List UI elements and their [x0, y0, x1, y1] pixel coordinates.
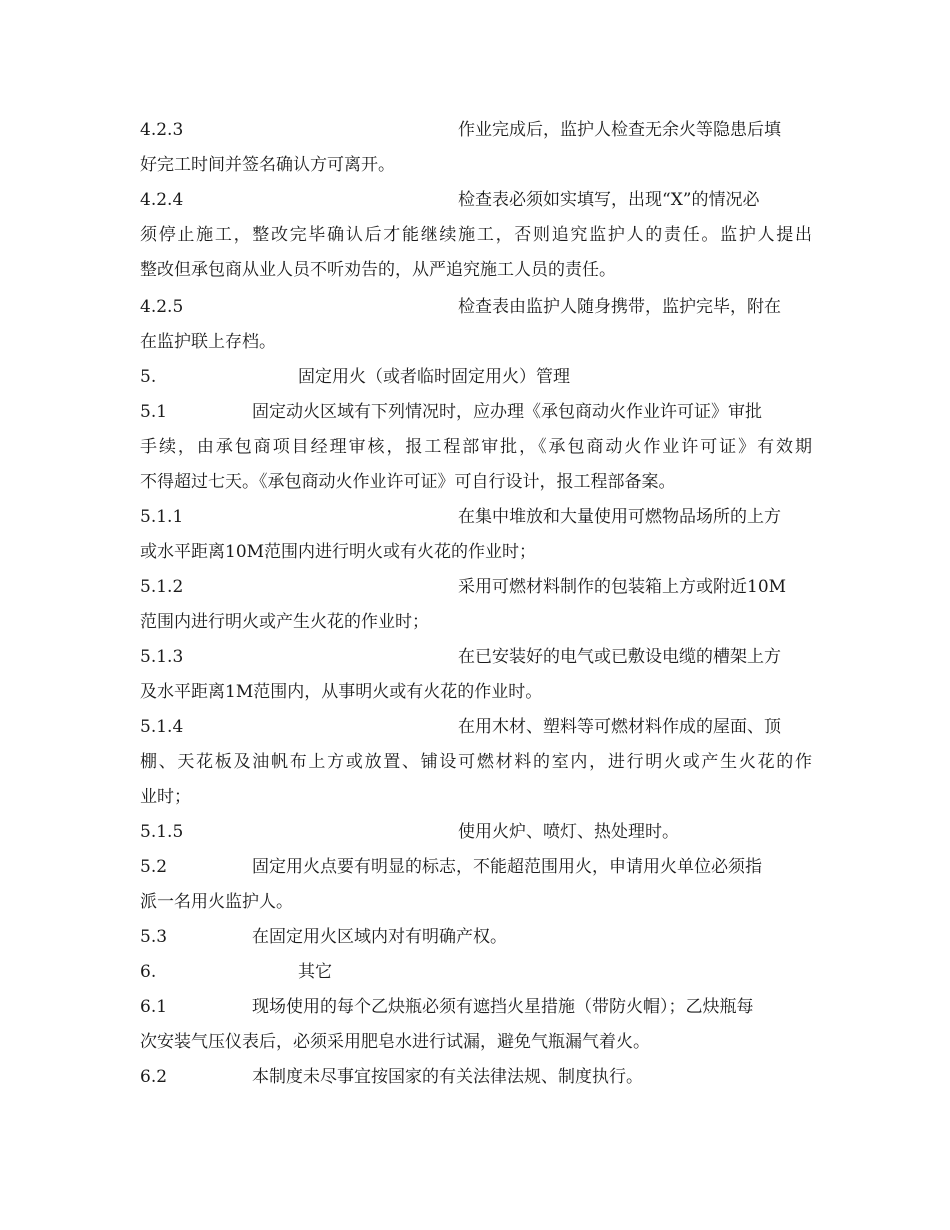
- paragraph-line: 范围内进行明火或产生火花的作业时；: [140, 612, 429, 632]
- clause-4-2-4-line: [140, 183, 812, 217]
- paragraph-line: 在监护联上存档。: [140, 332, 276, 352]
- clause-number: 5.1: [140, 402, 168, 422]
- clause-text: 固定动火区域有下列情况时，应办理《承包商动火作业许可证》审批: [252, 402, 762, 422]
- clause-4-2-3-line: [140, 113, 812, 147]
- clause-number: 5.1.2: [140, 577, 184, 597]
- paragraph-line: 整改但承包商从业人员不听劝告的，从严追究施工人员的责任。: [140, 260, 616, 280]
- clause-number: 5.1.1: [140, 507, 184, 527]
- clause-5-3-line: [140, 920, 812, 954]
- paragraph-line: 棚、天花板及油帆布上方或放置、铺设可燃材料的室内，进行明火或产生火花的作: [140, 752, 812, 772]
- clause-number: 5.3: [140, 927, 168, 947]
- clause-text: 检查表必须如实填写，出现“X”的情况必: [458, 190, 760, 210]
- clause-number: 5.2: [140, 857, 168, 877]
- clause-6-2-line: [140, 1060, 812, 1094]
- clause-5-1-1-line: [140, 500, 812, 534]
- clause-number: 6.1: [140, 997, 168, 1017]
- section-5-heading: [140, 360, 812, 394]
- clause-number: 5.1.3: [140, 647, 184, 667]
- clause-text: 本制度未尽事宜按国家的有关法律法规、制度执行。: [252, 1067, 643, 1087]
- clause-text: 固定用火点要有明显的标志，不能超范围用火，申请用火单位必须指: [252, 857, 762, 877]
- clause-5-1-3-line: [140, 640, 812, 674]
- clause-text: 在集中堆放和大量使用可燃物品场所的上方: [458, 507, 781, 527]
- section-6-heading: [140, 955, 812, 989]
- section-title: 其它: [298, 962, 332, 982]
- clause-5-1-5-line: [140, 815, 812, 849]
- clause-text: 检查表由监护人随身携带，监护完毕，附在: [458, 297, 781, 317]
- clause-number: 6.2: [140, 1067, 168, 1087]
- clause-6-1-line: [140, 990, 812, 1024]
- section-title: 固定用火（或者临时固定用火）管理: [298, 367, 570, 387]
- paragraph-line: 手续，由承包商项目经理审核，报工程部审批，《承包商动火作业许可证》有效期: [140, 437, 812, 457]
- section-number: 5.: [140, 367, 157, 387]
- paragraph-line: 业时；: [140, 787, 191, 807]
- clause-text: 在用木材、塑料等可燃材料作成的屋面、顶: [458, 717, 781, 737]
- paragraph-line: 须停止施工，整改完毕确认后才能继续施工，否则追究监护人的责任。监护人提出: [140, 225, 812, 245]
- clause-text: 采用可燃材料制作的包装箱上方或附近10M: [458, 577, 787, 597]
- clause-text: 作业完成后，监护人检查无余火等隐患后填: [458, 120, 781, 140]
- paragraph-line: 次安装气压仪表后，必须采用肥皂水进行试漏，避免气瓶漏气着火。: [140, 1032, 650, 1052]
- paragraph-line: 或水平距离10M范围内进行明火或有火花的作业时；: [140, 542, 537, 562]
- clause-number: 4.2.4: [140, 190, 184, 210]
- clause-text: 使用火炉、喷灯、热处理时。: [458, 822, 679, 842]
- clause-text: 在已安装好的电气或已敷设电缆的槽架上方: [458, 647, 781, 667]
- paragraph-line: 不得超过七天。《承包商动火作业许可证》可自行设计，报工程部备案。: [140, 472, 676, 492]
- paragraph-line: 派一名用火监护人。: [140, 892, 293, 912]
- section-number: 6.: [140, 962, 157, 982]
- clause-text: 现场使用的每个乙炔瓶必须有遮挡火星措施（带防火帽）；乙炔瓶每: [252, 997, 754, 1017]
- clause-number: 4.2.3: [140, 120, 184, 140]
- paragraph-line: 及水平距离1M范围内，从事明火或有火花的作业时。: [140, 682, 543, 702]
- clause-5-1-4-line: [140, 710, 812, 744]
- clause-5-1-2-line: [140, 570, 812, 604]
- clause-text: 在固定用火区域内对有明确产权。: [252, 927, 507, 947]
- clause-5-2-line: [140, 850, 812, 884]
- clause-number: 5.1.5: [140, 822, 184, 842]
- clause-number: 4.2.5: [140, 297, 184, 317]
- clause-number: 5.1.4: [140, 717, 184, 737]
- paragraph-line: 好完工时间并签名确认方可离开。: [140, 155, 395, 175]
- clause-5-1-line: [140, 395, 812, 429]
- clause-4-2-5-line: [140, 290, 812, 324]
